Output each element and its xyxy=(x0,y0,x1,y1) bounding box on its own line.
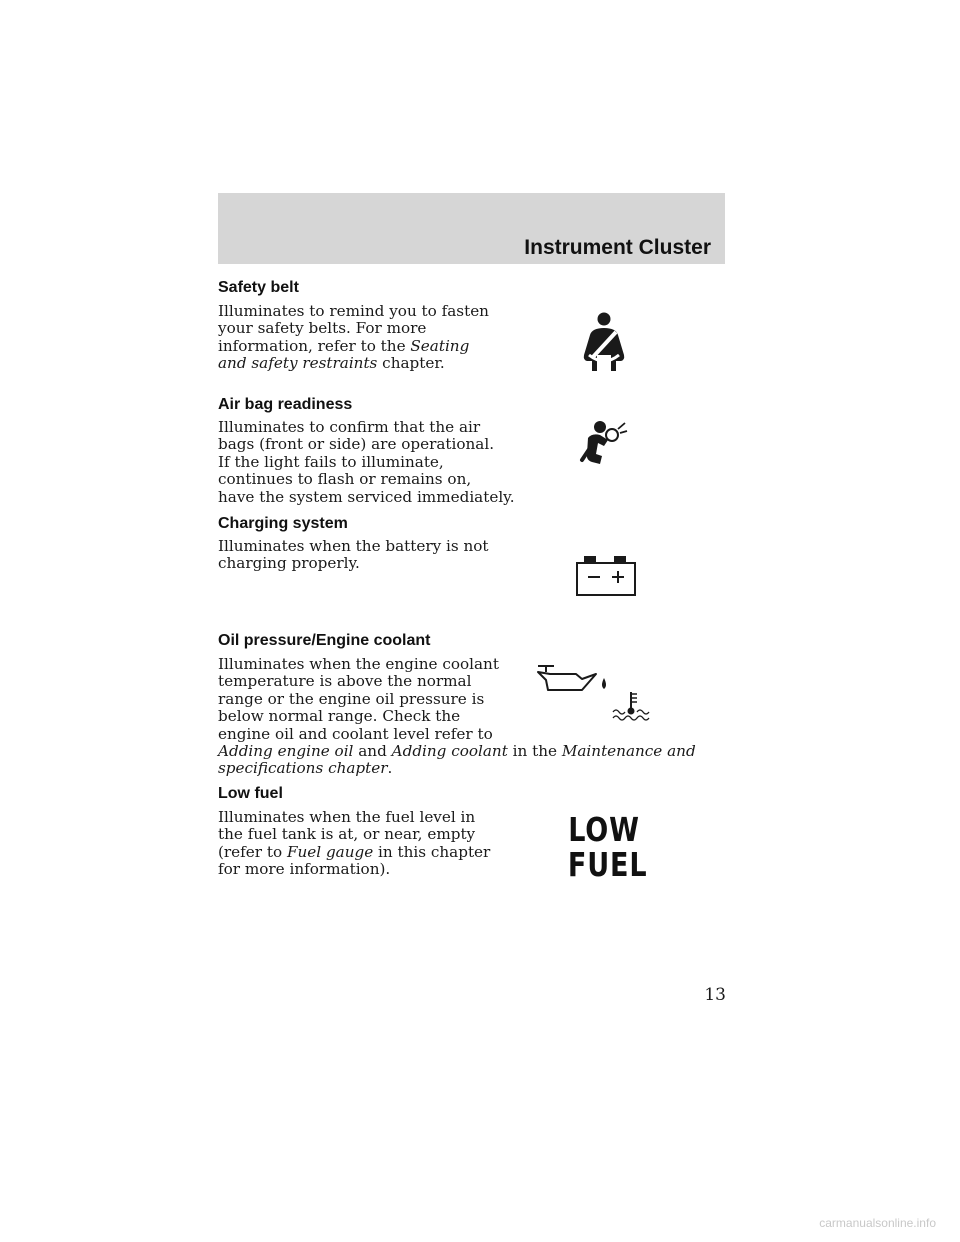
text-line: bags (front or side) are operational. xyxy=(218,435,495,454)
text-line: If the light fails to illuminate, xyxy=(218,452,444,471)
low-fuel-description xyxy=(218,809,490,879)
low-fuel-heading: Low fuel xyxy=(218,785,283,802)
text-span: chapter. xyxy=(377,354,445,373)
text-line: engine oil and coolant level refer to xyxy=(218,724,493,743)
cross-reference-specifications: specifications chapter xyxy=(218,759,388,778)
text-span: . xyxy=(387,759,393,778)
text-line xyxy=(218,743,698,760)
oil-can-icon xyxy=(536,662,612,696)
text-line: temperature is above the normal xyxy=(218,672,472,691)
text-span: in the xyxy=(507,742,562,761)
text-line: your safety belts. For more xyxy=(218,319,427,338)
text-line xyxy=(218,760,698,777)
section-header-band xyxy=(218,193,725,264)
page-number: 13 xyxy=(704,985,726,1005)
section-title: Instrument Cluster xyxy=(524,236,711,259)
cross-reference-maintenance: Maintenance and xyxy=(561,742,696,761)
charging-system-heading: Charging system xyxy=(218,515,348,532)
text-line: continues to flash or remains on, xyxy=(218,470,472,489)
text-span: and xyxy=(353,742,392,761)
text-line: Illuminates when the battery is not xyxy=(218,537,489,555)
cross-reference-adding-coolant: Adding coolant xyxy=(391,742,508,761)
text-line xyxy=(218,844,490,861)
safety-belt-heading: Safety belt xyxy=(218,279,299,296)
text-line: below normal range. Check the xyxy=(218,707,461,726)
text-line: for more information). xyxy=(218,860,391,879)
text-line: charging properly. xyxy=(218,554,360,573)
text-line: Illuminates when the engine coolant xyxy=(218,655,499,673)
text-line: have the system serviced immediately. xyxy=(218,487,515,506)
text-span: information, refer to the xyxy=(218,336,411,355)
cross-reference-adding-engine-oil: Adding engine oil xyxy=(218,742,354,761)
battery-icon xyxy=(574,554,638,598)
text-line: Illuminates to confirm that the air xyxy=(218,418,481,436)
charging-system-description xyxy=(218,538,489,573)
air-bag-heading: Air bag readiness xyxy=(218,396,353,413)
air-bag-description xyxy=(218,419,515,506)
text-line: the fuel tank is at, or near, empty xyxy=(218,825,476,844)
text-line xyxy=(218,338,489,355)
seatbelt-icon xyxy=(576,311,628,373)
airbag-icon xyxy=(578,420,628,466)
text-span: in this chapter xyxy=(373,842,491,861)
safety-belt-description xyxy=(218,303,489,373)
text-line: Illuminates when the fuel level in xyxy=(218,808,476,826)
low-fuel-indicator-icon xyxy=(567,810,648,884)
text-span: (refer to xyxy=(218,842,287,861)
text-line: range or the engine oil pressure is xyxy=(218,689,485,708)
oil-coolant-heading: Oil pressure/Engine coolant xyxy=(218,632,431,649)
low-fuel-icon-line-2: FUEL xyxy=(567,845,648,884)
text-line xyxy=(218,355,489,372)
cross-reference-seating: Seating xyxy=(410,336,470,355)
cross-reference-safety-restraints: and safety restraints xyxy=(218,354,378,373)
text-line: Illuminates to remind you to fasten xyxy=(218,302,489,320)
cross-reference-fuel-gauge: Fuel gauge xyxy=(286,842,374,861)
coolant-temperature-icon xyxy=(611,690,651,722)
low-fuel-icon-line-1: LOW xyxy=(568,810,640,849)
watermark: carmanualsonline.info xyxy=(819,1216,936,1230)
